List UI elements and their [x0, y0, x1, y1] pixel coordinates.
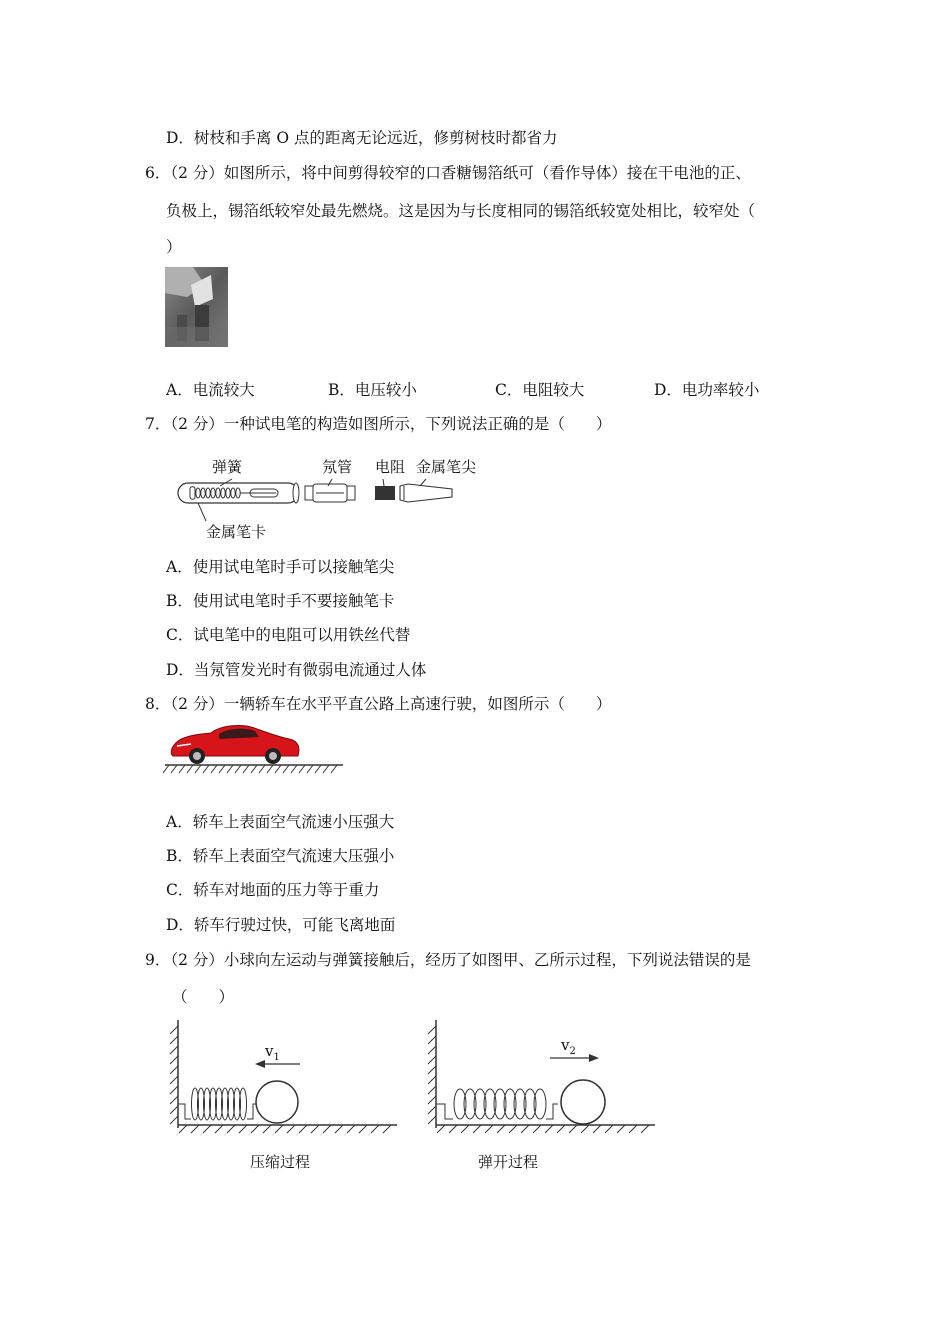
label-spring: 弹簧: [212, 458, 243, 476]
test-pen-diagram: [176, 455, 486, 543]
q7-stem: 7．（2 分）一种试电笔的构造如图所示，下列说法正确的是（ ）: [145, 415, 612, 433]
caption-rebound: 弹开过程: [478, 1153, 539, 1171]
velocity-v1-label: [265, 1042, 280, 1063]
q6-stem-line1: 6．（2 分）如图所示，将中间剪得较窄的口香糖锡箔纸可（看作导体）接在干电池的正、: [145, 164, 751, 182]
label-metal-tip: 金属笔尖: [416, 458, 477, 476]
q8-option-a: A．轿车上表面空气流速小压强大: [166, 813, 395, 831]
q5-option-d: D．树枝和手离 O 点的距离无论远近，修剪树枝时都省力: [166, 129, 558, 147]
q9-stem-line2: （ ）: [172, 988, 235, 1006]
q9-stem-line1: 9．（2 分）小球向左运动与弹簧接触后，经历了如图甲、乙所示过程，下列说法错误的是: [145, 951, 751, 969]
q6-stem-line3: ）: [166, 238, 182, 256]
caption-compression: 压缩过程: [250, 1153, 311, 1171]
q8-option-b: B．轿车上表面空气流速大压强小: [166, 847, 395, 865]
q8-option-c: C．轿车对地面的压力等于重力: [166, 881, 380, 899]
label-neon-tube: 氖管: [322, 458, 353, 476]
spring-rebound-figure: [423, 1018, 663, 1178]
q7-option-a: A．使用试电笔时手可以接触笔尖: [166, 558, 395, 576]
q7-option-d: D．当氖管发光时有微弱电流通过人体: [166, 661, 427, 679]
q6-option-b: B．电压较小: [328, 381, 417, 399]
label-metal-clip: 金属笔卡: [206, 523, 267, 541]
spring-compression-figure: [165, 1018, 405, 1178]
q7-option-b: B．使用试电笔时手不要接触笔卡: [166, 592, 395, 610]
velocity-v2-label: [561, 1036, 576, 1057]
q6-option-c: C．电阻较大: [495, 381, 585, 399]
q7-option-c: C．试电笔中的电阻可以用铁丝代替: [166, 626, 411, 644]
q6-option-a: A．电流较大: [166, 381, 255, 399]
q6-stem-line2: 负极上，锡箔纸较窄处最先燃烧。这是因为与长度相同的锡箔纸较宽处相比，较窄处（: [166, 202, 756, 220]
v2-subscript: 2: [569, 1046, 576, 1057]
q6-option-d: D．电功率较小: [654, 381, 760, 399]
v1-subscript: 1: [273, 1052, 280, 1063]
v1-symbol: v: [265, 1042, 274, 1060]
q8-stem: 8．（2 分）一辆轿车在水平平直公路上高速行驶，如图所示（ ）: [145, 695, 612, 713]
v2-symbol: v: [561, 1036, 570, 1054]
car-on-road-figure: [163, 720, 345, 776]
q8-option-d: D．轿车行驶过快，可能飞离地面: [166, 916, 396, 934]
label-resistor: 电阻: [375, 458, 406, 476]
tinfoil-battery-photo: [165, 267, 228, 347]
